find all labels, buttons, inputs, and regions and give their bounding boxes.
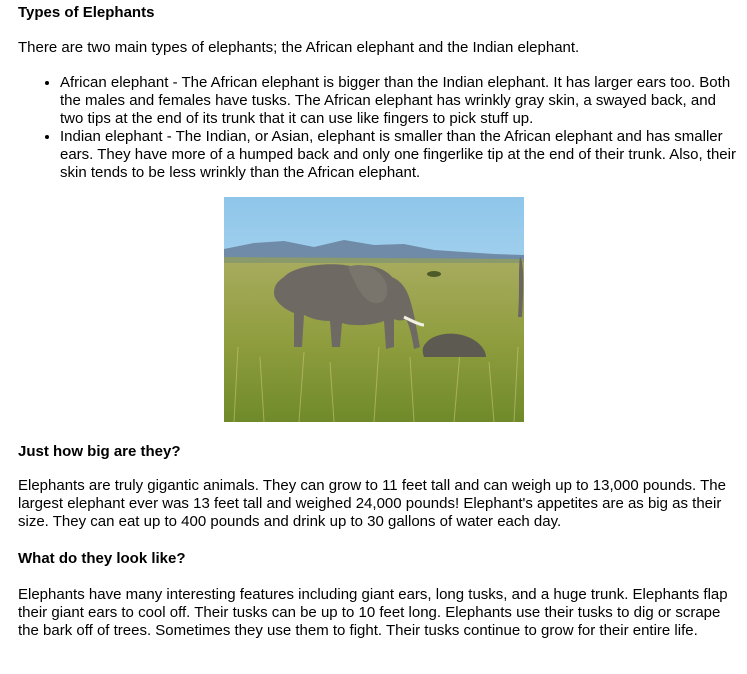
size-paragraph: Elephants are truly gigantic animals. They can grow to 11 feet tall and can weigh up to 13,000 pounds. The largest elephant ever was 13 feet tall and weighed 24,000 pounds! Elephant's appetites are as big as their size. They can eat up to 400 pounds and drink up to 30 gallons of water each day. — [18, 477, 726, 530]
heading-what-do-they-look-like: What do they look like? — [18, 550, 186, 567]
list-item-indian-elephant: • Indian elephant - The Indian, or Asian, elephant is smaller than the African elephant and has smaller ears. They have more of a humped back and only one fingerlike tip at the end of their trunk. Also, their skin tends to be less wrinkly than the African elephant. — [60, 128, 740, 182]
list-item-african-elephant: • African elephant - The African elephant is bigger than the Indian elephant. It has larger ears too. Both the males and females have tusks. The African elephant has wrinkly gray skin, a swayed back, and two tips at the end of its trunk that it can use like fingers to pick stuff up. — [60, 74, 740, 128]
heading-how-big: Just how big are they? — [18, 443, 181, 460]
elephant-photo — [224, 197, 524, 422]
elephant-types-list — [18, 74, 740, 182]
intro-paragraph: There are two main types of elephants; the African elephant and the Indian elephant. — [18, 39, 580, 56]
features-paragraph: Elephants have many interesting features including giant ears, long tusks, and a huge trunk. Elephants flap their giant ears to cool off. Their tusks can be up to 10 feet long. Elephants use their tusks to dig or scrape the bark off of trees. Sometimes they use them to fight. Their tusks continue to grow for their entire life. — [18, 586, 728, 639]
heading-types-of-elephants: Types of Elephants — [18, 4, 155, 21]
